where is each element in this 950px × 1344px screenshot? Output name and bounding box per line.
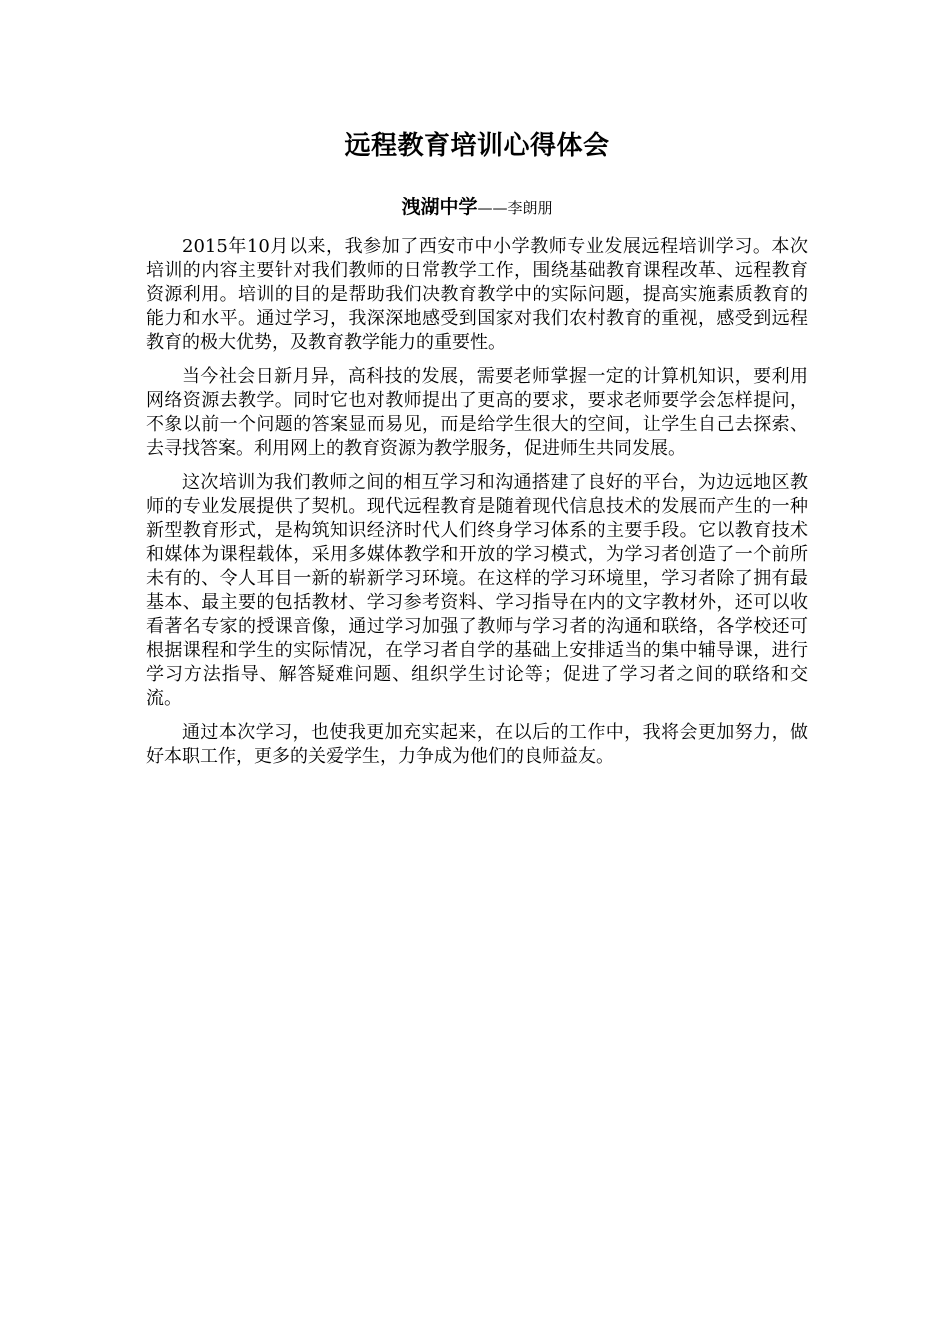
paragraph-3: 这次培训为我们教师之间的相互学习和沟通搭建了良好的平台，为边远地区教师的专业发展提供了契机。现代远程教育是随着现代信息技术的发展而产生的一种新型教育形式，是构筑知识经济时代人们终身学习体系的主要手段。它以教育技术和媒体为课程载体，采用多媒体教学和开放的学习模式，为学习者创造了一个前所未有的、令人耳目一新的崭新学习环境。在这样的学习环境里，学习者除了拥有最基本、最主要的包括教材、学习参考资料、学习指导在内的文字教材外，还可以收看著名专家的授课音像，通过学习加强了教师与学习者的沟通和联络，各学校还可根据课程和学生的实际情况，在学习者自学的基础上安排适当的集中辅导课，进行学习方法指导、解答疑难问题、组织学生讨论等；促进了学习者之间的联络和交流。 (146, 472, 808, 709)
paragraph-4: 通过本次学习，也使我更加充实起来，在以后的工作中，我将会更加努力，做好本职工作，更多的关爱学生，力争成为他们的良师益友。 (146, 722, 808, 767)
school-name: 洩湖中学 (401, 196, 478, 218)
paragraph-2: 当今社会日新月异，高科技的发展，需要老师掌握一定的计算机知识，要利用网络资源去教学。同时它也对教师提出了更高的要求，要求老师要学会怎样提问，不象以前一个问题的答案显而易见，而是给学生很大的空间，让学生自己去探索、去寻找答案。利用网上的教育资源为教学服务，促进师生共同发展。 (146, 366, 808, 459)
document-page (146, 126, 808, 779)
author-name: ——李朗朋 (477, 199, 553, 217)
document-title: 远程教育培训心得体会 (344, 131, 610, 161)
document-body (146, 235, 808, 769)
paragraph-1: 2015年10月以来，我参加了西安市中小学教师专业发展远程培训学习。本次培训的内容主要针对我们教师的日常教学工作，围绕基础教育课程改革、远程教育资源利用。培训的目的是帮助我们决教育教学中的实际问题，提高实施素质教育的能力和水平。通过学习，我深深地感受到国家对我们农村教育的重视，感受到远程教育的极大优势，及教育教学能力的重要性。 (146, 236, 808, 353)
byline (146, 194, 808, 221)
